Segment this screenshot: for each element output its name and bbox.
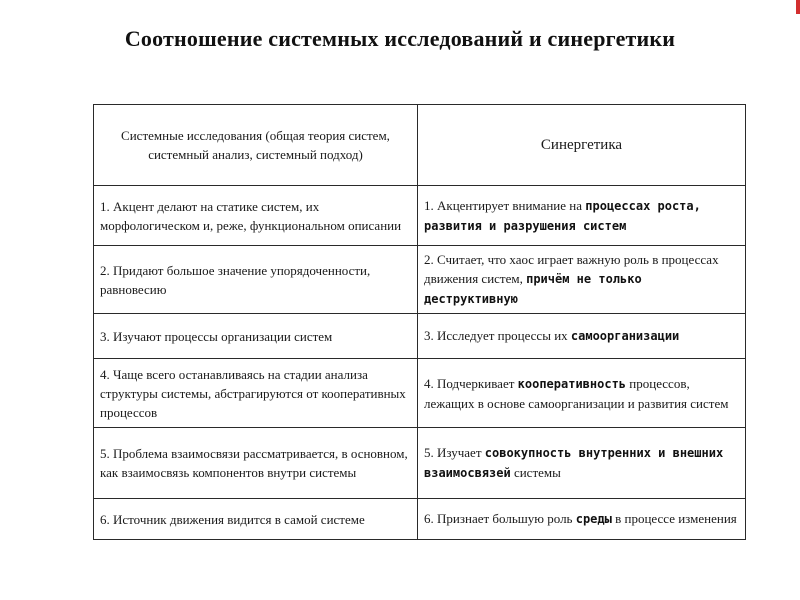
cell-synergetics (418, 186, 746, 246)
cell-text: в процессе изменения (611, 511, 737, 526)
table-header-row (94, 105, 746, 186)
cell-text: 4. Подчеркивает (424, 375, 518, 391)
cell-systems: 4. Чаще всего останавливаясь на стадии анализа структуры системы, абстрагируются от кооперативных процессов (94, 359, 418, 428)
cell-synergetics (418, 314, 746, 359)
cell-text: 5. Изучает (424, 445, 485, 460)
table-row (94, 186, 746, 246)
table-row (94, 246, 746, 314)
cell-synergetics (418, 428, 746, 499)
highlighted-term: процессах роста, развития и разрушения систем (424, 198, 701, 233)
cell-synergetics (418, 246, 746, 314)
table-row (94, 359, 746, 428)
table-row (94, 428, 746, 499)
cell-systems: 1. Акцент делают на статике систем, их морфологическом и, реже, функциональном описании (94, 186, 418, 246)
table-row (94, 314, 746, 359)
cell-text: 3. Исследует процессы их (424, 328, 571, 343)
cell-text: процессов, лежащих в основе самоорганизации и развития систем (424, 375, 729, 411)
highlighted-term: причём не только деструктивную (424, 272, 642, 306)
highlighted-term: совокупность внутренних и внешних взаимосвязей (424, 446, 724, 480)
cell-systems: 3. Изучают процессы организации систем (94, 314, 418, 359)
highlighted-term: среды (575, 512, 612, 526)
cell-systems: 2. Придают большое значение упорядоченности, равновесию (94, 246, 418, 314)
cell-text: 1. Акцентирует внимание на (424, 197, 586, 213)
highlighted-term: кооперативность (517, 376, 627, 391)
highlighted-term: самоорганизации (570, 329, 680, 343)
cell-systems: 5. Проблема взаимосвязи рассматривается, в основном, как взаимосвязь компонентов внутри системы (94, 428, 418, 499)
corner-marker (796, 0, 800, 14)
header-synergetics: Синергетика (418, 105, 746, 186)
header-systems-research: Системные исследования (общая теория систем, системный анализ, системный подход) (94, 105, 418, 186)
cell-text: 6. Признает большую роль (424, 511, 576, 526)
page-title: Соотношение системных исследований и синергетики (124, 26, 676, 51)
cell-text: системы (510, 465, 561, 480)
comparison-table (93, 104, 746, 540)
cell-synergetics (418, 359, 746, 428)
cell-synergetics (418, 499, 746, 540)
cell-systems: 6. Источник движения видится в самой системе (94, 499, 418, 540)
cell-text: 2. Считает, что хаос играет важную роль в процессах движения систем, (424, 252, 719, 286)
table-row (94, 499, 746, 540)
